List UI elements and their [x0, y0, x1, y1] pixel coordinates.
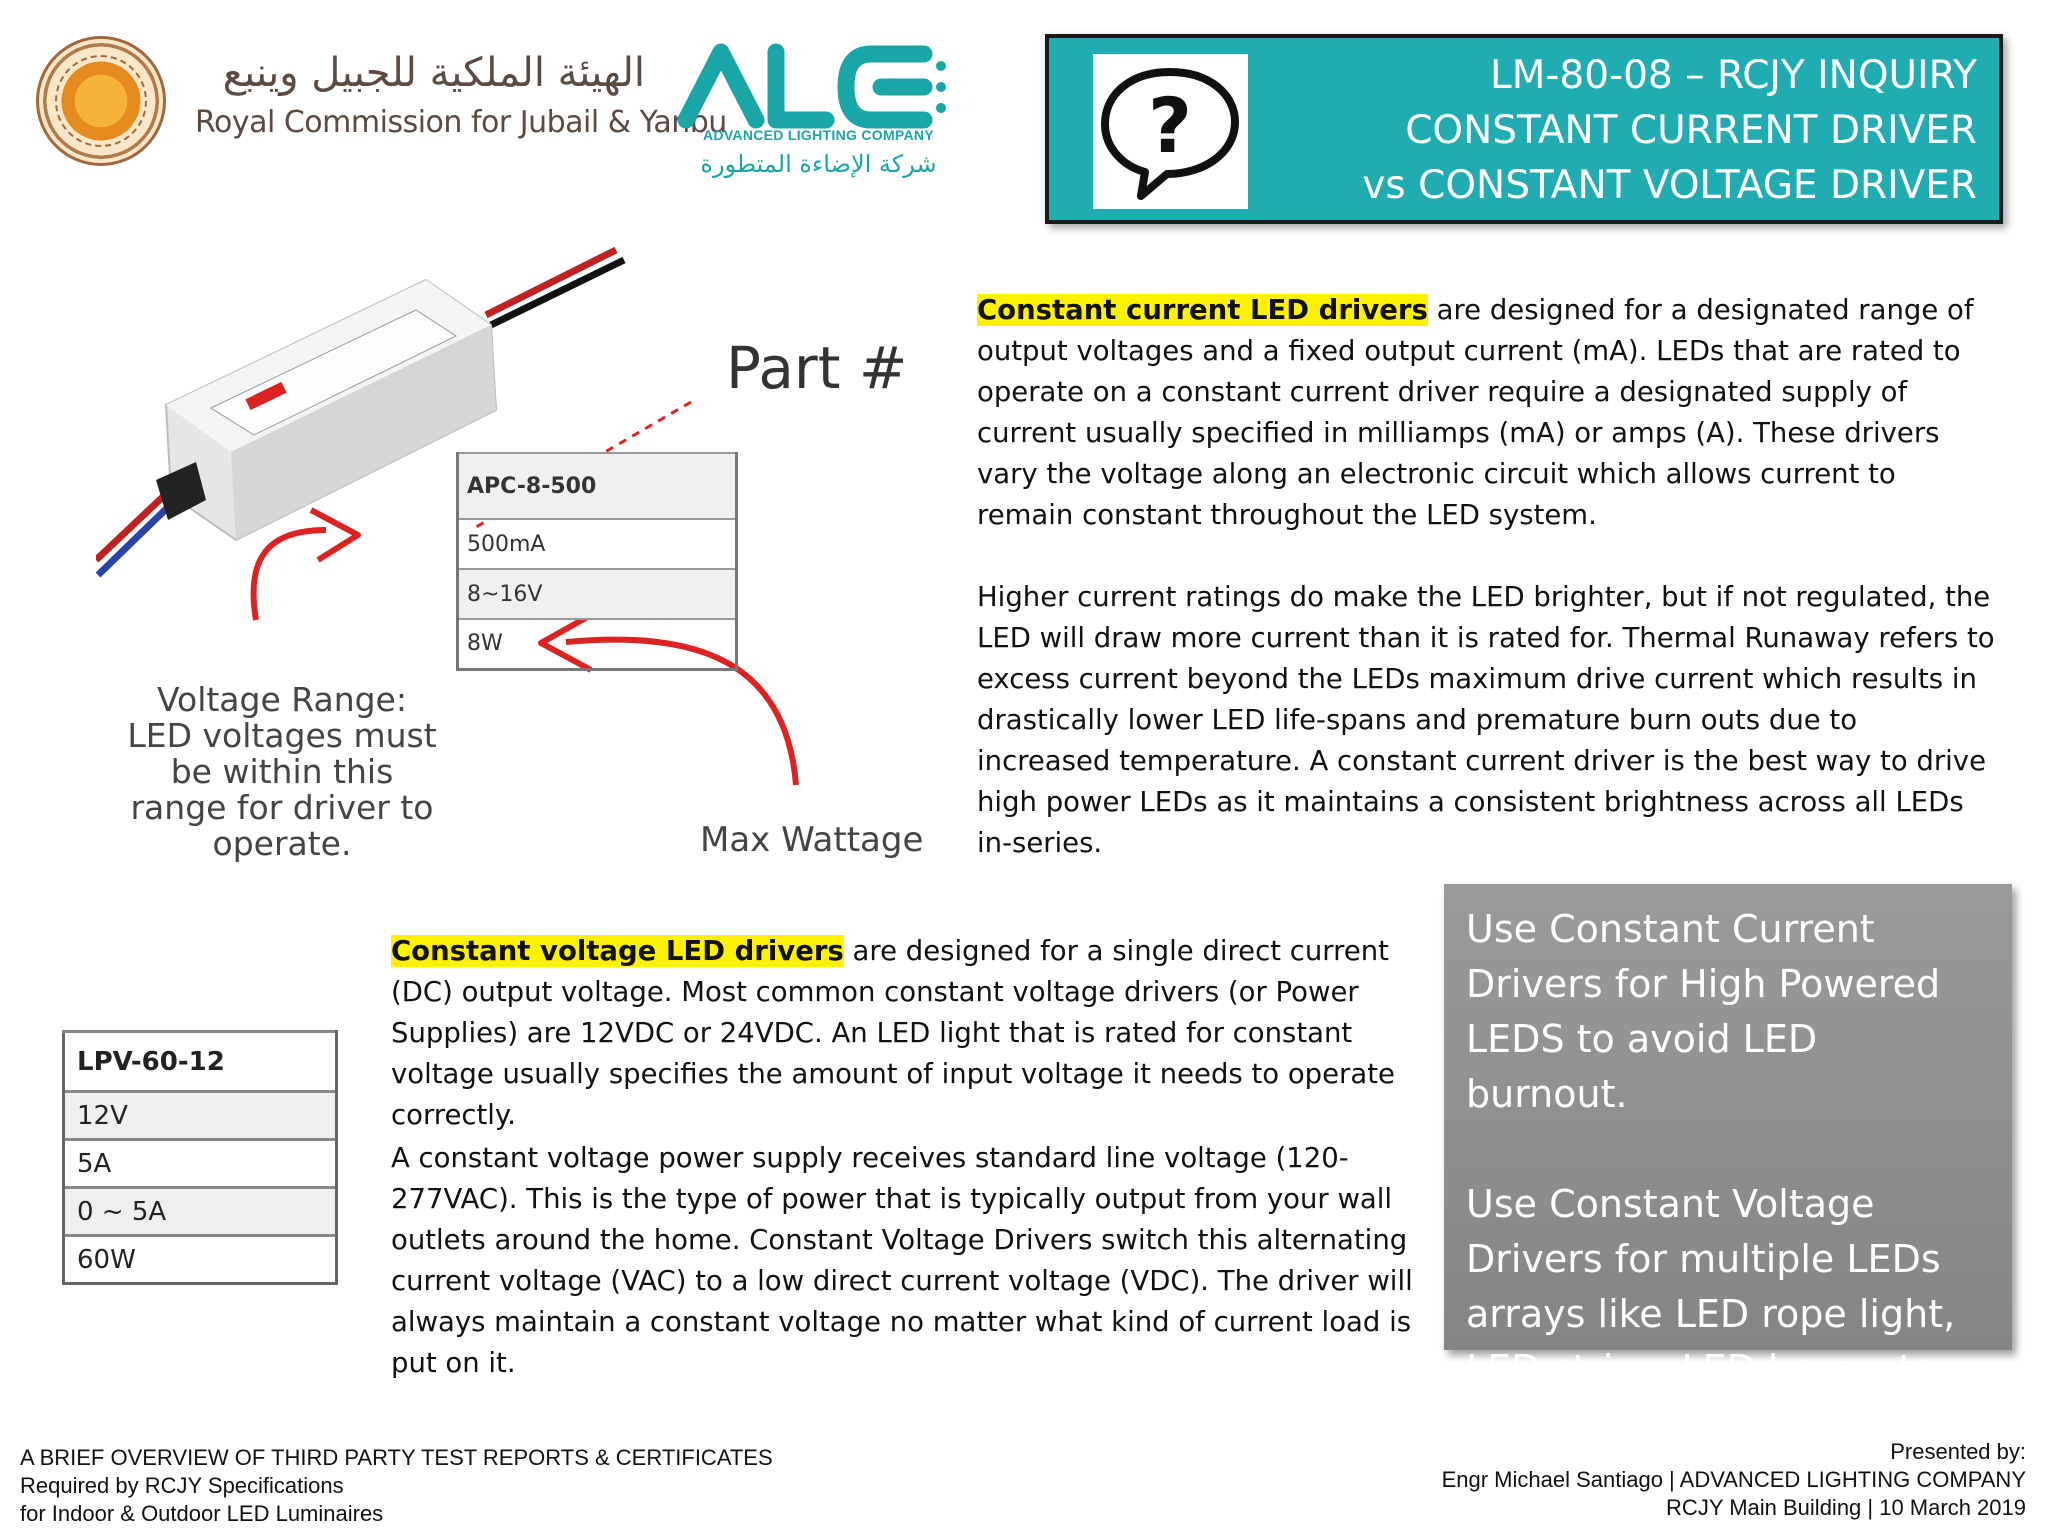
footer-left-line-2: Required by RCJY Specifications — [20, 1473, 344, 1498]
lpv-wattage: 60W — [64, 1236, 337, 1284]
spec-current: 500mA — [458, 519, 737, 569]
callout-constant-voltage: Use Constant Voltage Drivers for multiple LEDs arrays like LED rope light, LED strips, LED bars, etc. — [1466, 1182, 1956, 1391]
question-bubble-icon — [1093, 54, 1248, 209]
alc-arabic-name: شركة الإضاءة المتطورة — [700, 150, 937, 178]
footer-venue-date: RCJY Main Building | 10 March 2019 — [1666, 1495, 2026, 1520]
footer-right — [1442, 1438, 2026, 1522]
title-banner — [1045, 34, 2003, 224]
lpv-current: 5A — [64, 1140, 337, 1188]
lpv-voltage: 12V — [64, 1092, 337, 1140]
voltage-range-annotation: Voltage Range: LED voltages must be within this range for driver to operate. — [127, 680, 437, 863]
callout-constant-current: Use Constant Current Drivers for High Powered LEDS to avoid LED burnout. — [1466, 907, 1941, 1116]
part-number-label: Part # — [726, 334, 908, 402]
footer-left-line-3: for Indoor & Outdoor LED Luminaires — [20, 1501, 384, 1526]
spec-wattage: 8W — [458, 619, 737, 669]
footer-left — [20, 1444, 773, 1528]
lpv-current-range: 0 ~ 5A — [64, 1188, 337, 1236]
thermal-runaway-paragraph: Higher current ratings do make the LED brighter, but if not regulated, the LED will draw more current than it is rated for. Thermal Runaway refers to excess current beyond the LEDs maximum drive current which results in drastically lower LED life-spans and premature burn outs due to increased temperature. A constant current driver is the best way to drive high power LEDs as it maintains a consistent brightness across all LEDs in-series. — [977, 581, 1995, 859]
rcjy-english-name: Royal Commission for Jubail & Yanbu — [195, 105, 727, 140]
spec-part-number: APC-8-500 — [458, 453, 737, 519]
rcjy-seal-logo — [36, 36, 166, 166]
max-wattage-annotation: Max Wattage — [700, 820, 924, 860]
footer-presented-by: Presented by: — [1890, 1439, 2026, 1464]
rcjy-arabic-name: الهيئة الملكية للجبيل وينبع — [222, 50, 645, 96]
title-line-1: LM-80-08 – RCJY INQUIRY — [1489, 53, 1977, 98]
lpv-part-number: LPV-60-12 — [64, 1032, 337, 1092]
recommendation-callout — [1444, 884, 2012, 1391]
alc-subtitle: ADVANCED LIGHTING COMPANY — [703, 127, 934, 143]
svg-text:?: ? — [1147, 81, 1193, 170]
constant-current-paragraph: Constant current LED drivers are designed for a designated range of output voltages and a fixed output current (mA). LEDs that are rated to operate on a constant current driver require a designated supply of current usually specified in milliamps (mA) or amps (A). These drivers vary the voltage along an electronic circuit which allows current to remain constant throughout the LED system. — [977, 294, 1974, 531]
spec-voltage-range: 8~16V — [458, 569, 737, 619]
driver-spec-table — [456, 452, 738, 671]
constant-voltage-paragraph: Constant voltage LED drivers are designed for a single direct current (DC) output voltage. Most common constant voltage drivers (or Power Supplies) are 12VDC or 24VDC. An LED light that is rated for constant voltage usually specifies the amount of input voltage it needs to operate correctly. — [391, 935, 1395, 1131]
title-line-3: vs CONSTANT VOLTAGE DRIVER — [1362, 163, 1977, 208]
constant-voltage-highlight: Constant voltage LED drivers — [391, 935, 844, 967]
title-line-2: CONSTANT CURRENT DRIVER — [1405, 108, 1977, 153]
constant-current-highlight: Constant current LED drivers — [977, 294, 1428, 326]
footer-left-line-1: A BRIEF OVERVIEW OF THIRD PARTY TEST REPORTS & CERTIFICATES — [20, 1445, 773, 1470]
line-voltage-paragraph: A constant voltage power supply receives standard line voltage (120-277VAC). This is the type of power that is typically output from your wall outlets around the home. Constant Voltage Drivers switch this alternating current voltage (VAC) to a low direct current voltage (VDC). The driver will always maintain a constant voltage no matter what kind of current load is put on it. — [391, 1142, 1413, 1379]
footer-presenter: Engr Michael Santiago | ADVANCED LIGHTING COMPANY — [1441, 1467, 2026, 1492]
lpv-spec-table — [62, 1030, 338, 1285]
